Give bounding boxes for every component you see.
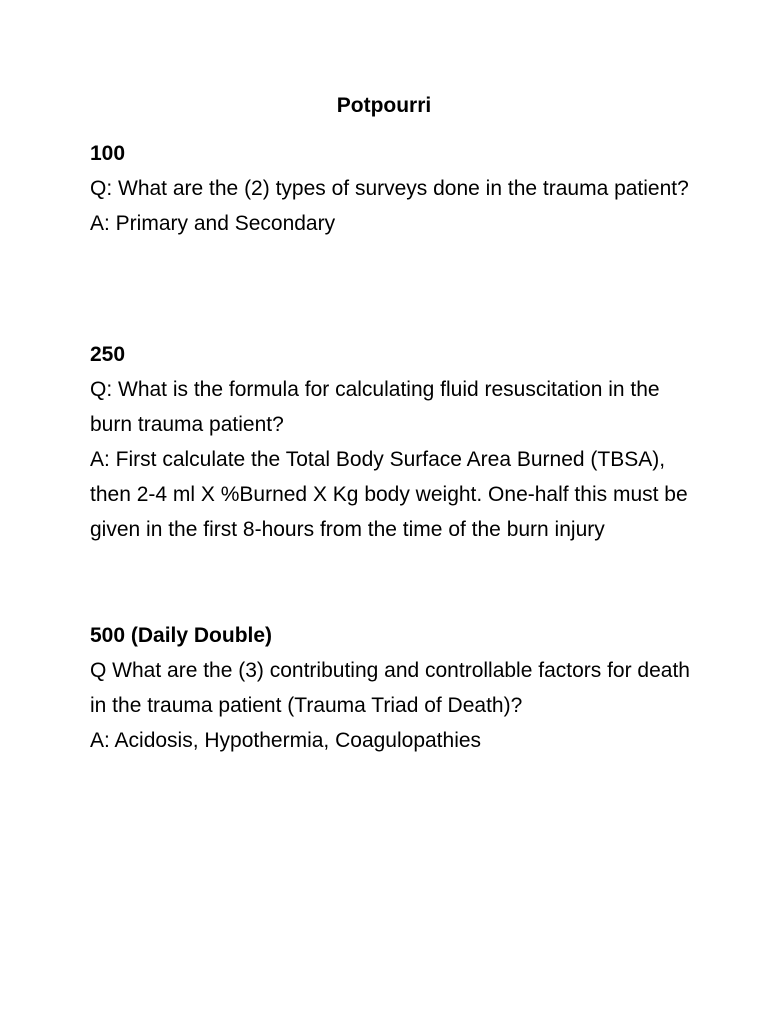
answer-text: A: First calculate the Total Body Surface Area Burned (TBSA), then 2-4 ml X %Burned X Kg body weight. One-half this must be given in the first 8-hours from the time of the burn injury [90, 448, 688, 541]
question-block-250 [90, 337, 690, 547]
question-block-100 [90, 136, 690, 241]
answer-text: A: Acidosis, Hypothermia, Coagulopathies [90, 729, 482, 752]
points-label: 500 (Daily Double) [90, 624, 273, 647]
question-text: Q: What is the formula for calculating fluid resuscitation in the burn trauma patient? [90, 378, 660, 436]
page-title: Potpourri [336, 94, 432, 117]
points-label: 100 [90, 142, 126, 165]
question-text: Q What are the (3) contributing and controllable factors for death in the trauma patient (Trauma Triad of Death)? [90, 659, 690, 717]
question-text: Q: What are the (2) types of surveys done in the trauma patient? [90, 177, 689, 200]
answer-text: A: Primary and Secondary [90, 212, 336, 235]
points-label: 250 [90, 343, 126, 366]
question-block-500 [90, 618, 690, 758]
